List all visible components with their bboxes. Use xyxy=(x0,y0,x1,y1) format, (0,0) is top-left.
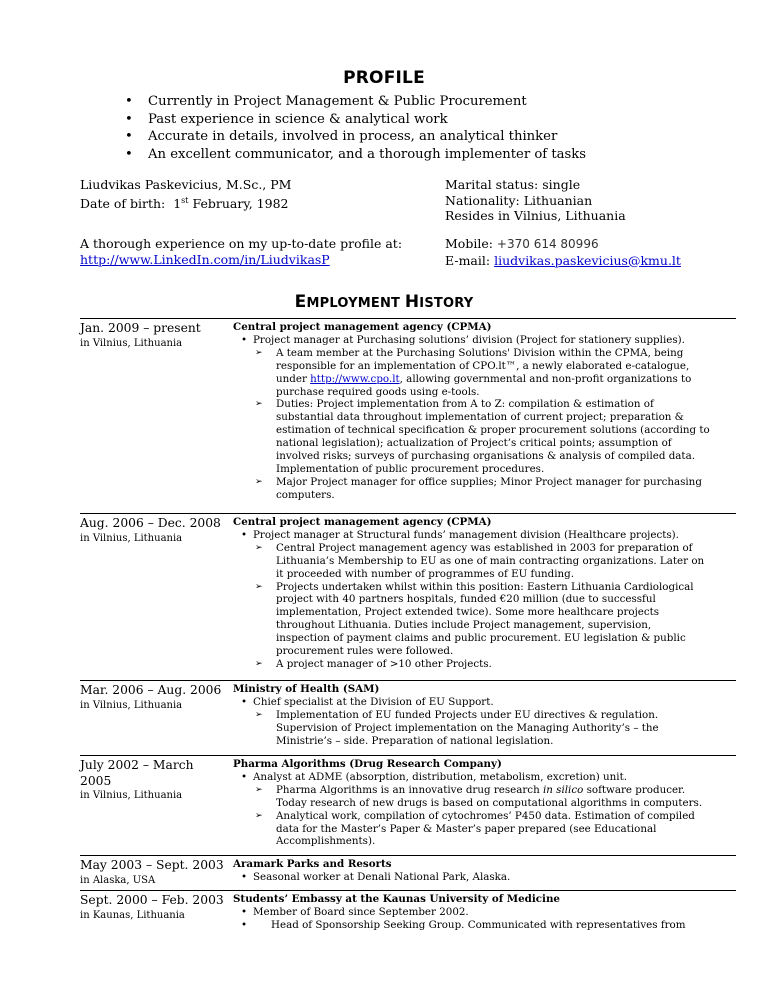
job-body xyxy=(233,858,733,884)
profile-heading: PROFILE xyxy=(343,68,425,88)
job-role: • Head of Sponsorship Seeking Group. Communicated with representatives from xyxy=(233,919,733,932)
cpo-link[interactable]: http://www.cpo.lt xyxy=(310,372,400,385)
profile-bullet: • Past experience in science & analytical work xyxy=(125,111,586,129)
divider xyxy=(80,890,736,891)
job-location: in Vilnius, Lithuania xyxy=(80,699,183,711)
job-location: in Vilnius, Lithuania xyxy=(80,532,183,544)
job-item: ➢ Major Project manager for office supplies; Minor Project manager for purchasing computers. xyxy=(255,475,702,501)
job-location: in Kaunas, Lithuania xyxy=(80,909,185,921)
personal-right xyxy=(445,177,626,224)
job-item: ➢ Projects undertaken whilst within this position: Eastern Lithuania Cardiological project with 40 partners hospitals, funded €20 million (due to successful implementation, Project extended twice). Some more healthcare projects throughout Lithuania. Duties include Project management, supervision, inspection of payment claims and public procurement. EU legislation & public procurement rules were followed. xyxy=(255,580,694,658)
divider xyxy=(80,318,736,319)
mobile-number: +370 614 80996 xyxy=(496,237,599,251)
profile-link-text: A thorough experience on my up-to-date profile at: xyxy=(80,236,403,251)
job-item: ➢ Analytical work, compilation of cytochromes’ P450 data. Estimation of compiled data for the Master’s Paper & Master’s paper prepared (see Educational Accomplishments). xyxy=(255,809,695,848)
email: E-mail: liudvikas.paskevicius@kmu.lt xyxy=(445,252,681,268)
job-role: • Project manager at Structural funds’ management division (Healthcare projects). xyxy=(233,529,733,542)
job-item: ➢ Duties: Project implementation from A to Z: compilation & estimation of substantial data throughout implementation of current project; preparation & estimation of technical specification & proper procurement solutions (according to national legislation); actualization of Project’s critical points; assumption of involved risks; surveys of purchasing organisations & analysis of compiled data. Implementation of public procurement procedures. xyxy=(255,398,710,475)
job-role: • Project manager at Purchasing solutions’ division (Project for stationery supplies). xyxy=(233,334,733,347)
email-link[interactable]: liudvikas.paskevicius@kmu.lt xyxy=(494,252,681,268)
employment-heading: EMPLOYMENT HISTORY xyxy=(294,292,474,312)
divider xyxy=(80,513,736,514)
profile-bullet: • Currently in Project Management & Public Procurement xyxy=(125,93,586,111)
nationality: Nationality: Lithuanian xyxy=(445,192,593,208)
job-date: Jan. 2009 – present in Vilnius, Lithuania xyxy=(80,321,230,350)
job-role: • Member of Board since September 2002. xyxy=(233,906,733,919)
job-item: ➢ Pharma Algorithms is an innovative drug research in silico software producer. Today research of new drugs is based on computational algorithms in computers. xyxy=(255,783,703,809)
job-org: Students’ Embassy at the Kaunas University of Medicine xyxy=(233,893,560,905)
profile-bullets xyxy=(125,93,586,163)
job-date: July 2002 – March 2005 in Vilnius, Lithuania xyxy=(80,758,220,802)
contact-block xyxy=(445,236,681,268)
profile-link-block xyxy=(80,236,402,267)
job-location: in Vilnius, Lithuania xyxy=(80,790,183,801)
job-org: Central project management agency (CPMA) xyxy=(233,321,492,333)
job-body xyxy=(233,321,733,502)
residence: Resides in Vilnius, Lithuania xyxy=(445,208,626,223)
divider xyxy=(80,755,736,756)
job-org: Pharma Algorithms (Drug Research Company) xyxy=(233,758,502,770)
profile-bullet: • Accurate in details, involved in process, an analytical thinker xyxy=(125,128,586,146)
personal-left xyxy=(80,177,291,211)
person-name: Liudvikas Paskevicius, M.Sc., PM xyxy=(80,177,292,192)
job-role: • Analyst at ADME (absorption, distribution, metabolism, excretion) unit. xyxy=(233,771,733,784)
divider xyxy=(80,855,736,856)
linkedin-link[interactable]: http://www.LinkedIn.com/in/LiudvikasP xyxy=(80,251,330,267)
job-org: Ministry of Health (SAM) xyxy=(233,683,380,695)
job-date: Mar. 2006 – Aug. 2006 in Vilnius, Lithuania xyxy=(80,683,230,712)
job-role: • Chief specialist at the Division of EU Support. xyxy=(233,696,733,709)
job-item: ➢ A project manager of >10 other Projects. xyxy=(255,657,492,670)
mobile: Mobile: +370 614 80996 xyxy=(445,236,599,251)
job-item: ➢ Central Project management agency was established in 2003 for preparation of Lithuania’s Membership to EU as one of main contracting organizations. Later on it proceeded with number of programmes of EU funding. xyxy=(255,541,705,580)
job-org: Central project management agency (CPMA) xyxy=(233,516,492,528)
job-date: Sept. 2000 – Feb. 2003 in Kaunas, Lithuania xyxy=(80,893,230,922)
profile-bullet: • An excellent communicator, and a thorough implementer of tasks xyxy=(125,146,586,164)
job-body xyxy=(233,516,733,671)
job-date: Aug. 2006 – Dec. 2008 in Vilnius, Lithuania xyxy=(80,516,230,545)
job-body xyxy=(233,893,733,932)
job-item: ➢ Implementation of EU funded Projects under EU directives & regulation. Supervision of Project implementation on the Managing Authority’s – the Ministrie’s – side. Preparation of national legislation. xyxy=(255,708,659,747)
job-body xyxy=(233,758,733,848)
job-body xyxy=(233,683,733,748)
divider xyxy=(80,680,736,681)
job-location: in Vilnius, Lithuania xyxy=(80,337,183,349)
date-of-birth: Date of birth: 1st February, 1982 xyxy=(80,195,289,211)
job-role: • Seasonal worker at Denali National Park, Alaska. xyxy=(233,871,733,884)
job-location: in Alaska, USA xyxy=(80,874,156,886)
job-org: Aramark Parks and Resorts xyxy=(233,858,392,870)
marital-status: Marital status: single xyxy=(445,177,581,192)
job-date: May 2003 – Sept. 2003 in Alaska, USA xyxy=(80,858,230,887)
job-item: ➢ A team member at the Purchasing Solutions' Division within the CPMA, being responsible for an implementation of CPO.lt™, a newly elaborated e-catalogue, under http://www.cpo.lt, allowing governmental and non-profit organizations to purchase required goods using e-tools. xyxy=(255,346,692,398)
